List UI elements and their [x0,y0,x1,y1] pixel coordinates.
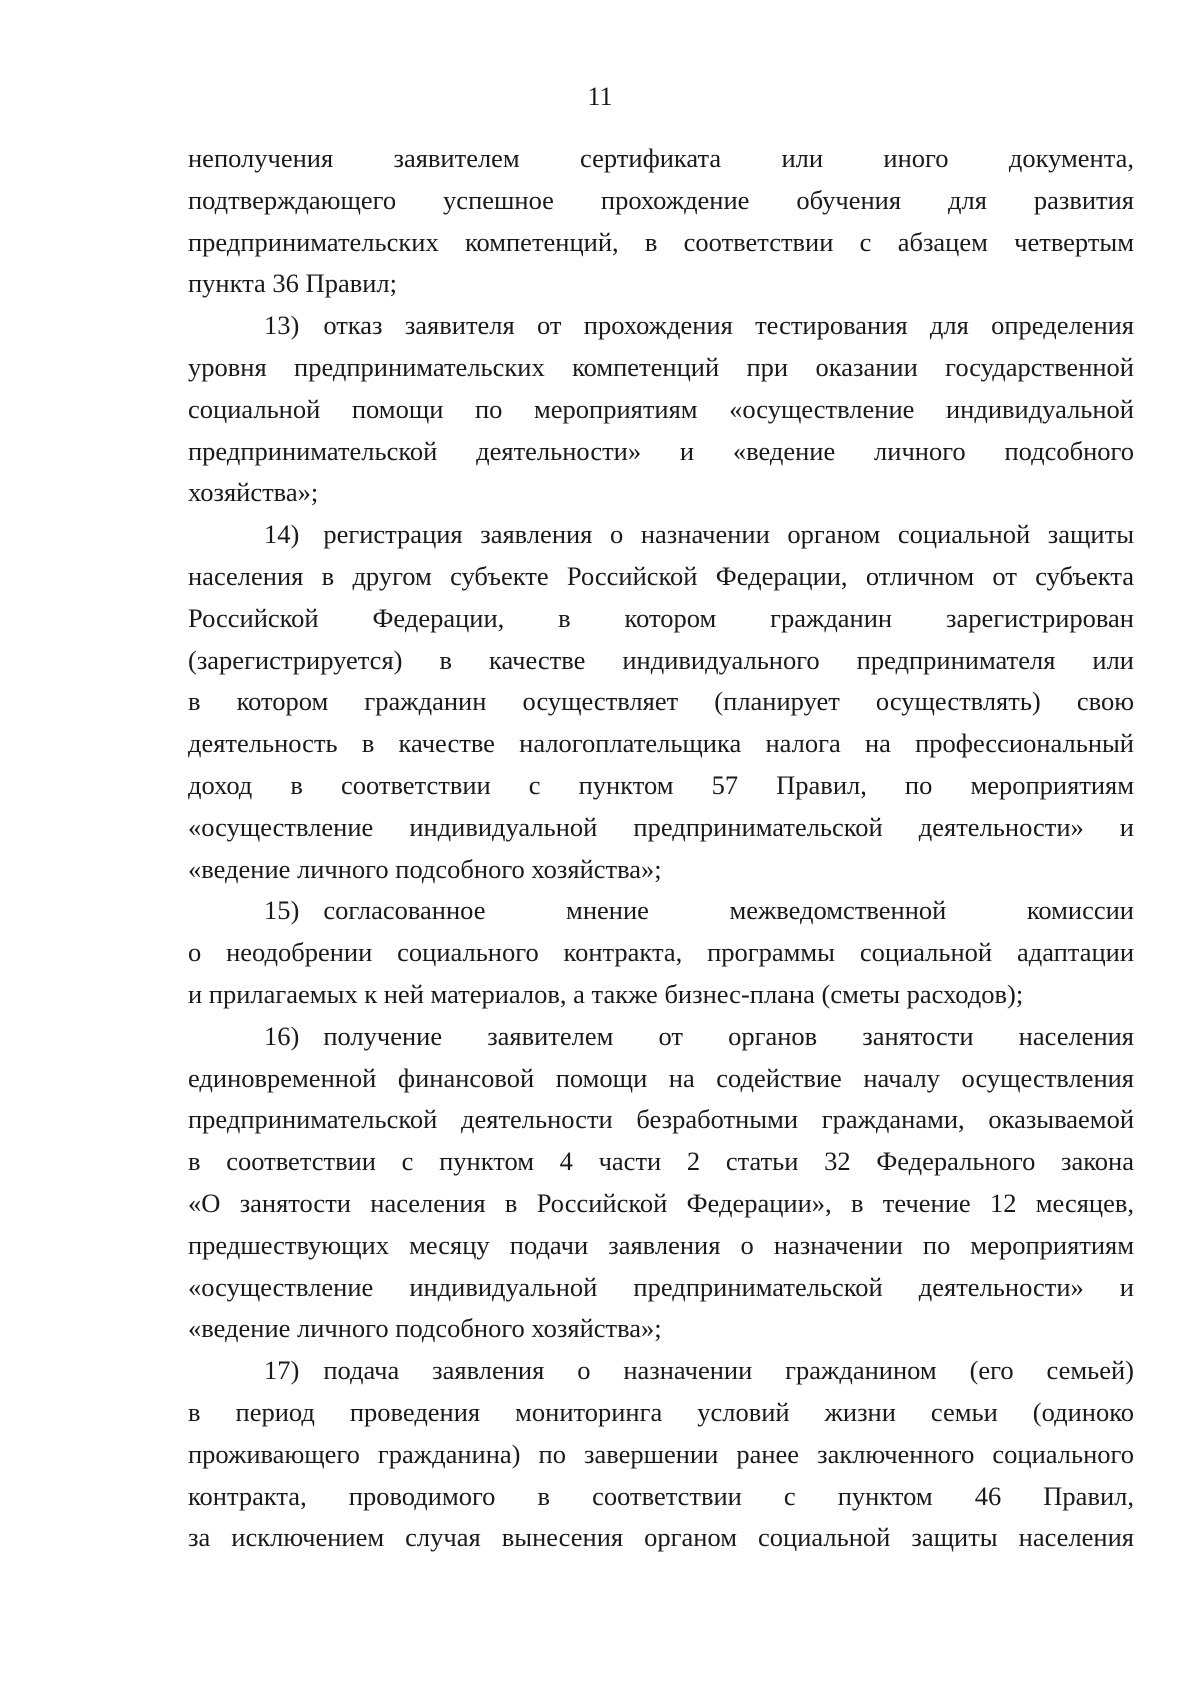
document-body [188,138,1134,1559]
text-line [188,1476,1134,1518]
text-line [188,598,1134,640]
line-text: пункта 36 Правил; [188,268,397,299]
text-line [188,222,1134,264]
text-line [188,347,1134,389]
line-text: получение заявителем от органов занятости населения [323,1020,1134,1051]
list-item-15 [188,890,1134,1015]
line-text: контракта, проводимого в соответствии с пунктом 46 Правил, [188,1480,1134,1511]
item-number: 15) [264,895,300,926]
text-line [188,723,1134,765]
line-text: доход в соответствии с пунктом 57 Правил, по мероприятиям [188,769,1134,800]
line-text: социальной помощи по мероприятиям «осуществление индивидуальной [188,393,1134,424]
text-line [188,681,1134,723]
line-text: подача заявления о назначении гражданином (его семьей) [323,1355,1134,1386]
item-number: 14) [264,519,300,550]
line-text: предпринимательской деятельности безработными гражданами, оказываемой [188,1104,1134,1135]
line-text: населения в другом субъекте Российской Федерации, отличном от субъекта [188,560,1134,591]
text-line [188,1517,1134,1559]
page-number: 11 [587,82,613,111]
text-line [188,807,1134,849]
line-text: в период проведения мониторинга условий жизни семьи (одиноко [188,1396,1134,1427]
text-line [188,974,1134,1016]
line-text: в соответствии с пунктом 4 части 2 статьи 32 Федерального закона [188,1146,1134,1177]
text-line [188,1058,1134,1100]
text-line [188,1308,1134,1350]
item-number: 13) [264,310,300,341]
text-line [188,1141,1134,1183]
text-line [188,138,1134,180]
line-text: о неодобрении социального контракта, программы социальной адаптации [188,937,1134,968]
line-text: хозяйства»; [188,477,319,508]
text-line [188,1099,1134,1141]
text-line [188,305,1134,347]
list-item-17 [188,1350,1134,1559]
line-text: единовременной финансовой помощи на содействие началу осуществления [188,1062,1134,1093]
text-line [188,514,1134,556]
list-item-14 [188,514,1134,890]
text-line [188,1392,1134,1434]
line-text: в котором гражданин осуществляет (планирует осуществлять) свою [188,686,1134,717]
line-text: предпринимательских компетенций, в соответствии с абзацем четвертым [188,226,1134,257]
text-line [188,640,1134,682]
text-line [188,932,1134,974]
line-text: согласованное мнение межведомственной комиссии [323,895,1134,926]
line-text: и прилагаемых к ней материалов, а также бизнес-плана (сметы расходов); [188,978,1024,1009]
list-item-13 [188,305,1134,514]
text-line [188,1434,1134,1476]
line-text: подтверждающего успешное прохождение обучения для развития [188,184,1134,215]
text-line [188,1350,1134,1392]
line-text: «О занятости населения в Российской Федерации», в течение 12 месяцев, [188,1187,1134,1218]
text-line [188,180,1134,222]
line-text: отказ заявителя от прохождения тестирования для определения [323,310,1134,341]
line-text: проживающего гражданина) по завершении ранее заключенного социального [188,1438,1134,1469]
list-item-16 [188,1016,1134,1350]
item-number: 17) [264,1355,300,1386]
text-line [188,431,1134,473]
text-line [188,849,1134,891]
text-line [188,890,1134,932]
line-text: «осуществление индивидуальной предпринимательской деятельности» и [188,1271,1134,1302]
text-line [188,472,1134,514]
line-text: «ведение личного подсобного хозяйства»; [188,1313,662,1344]
text-line [188,1183,1134,1225]
line-text: предшествующих месяцу подачи заявления о назначении по мероприятиям [188,1229,1134,1260]
line-text: предпринимательской деятельности» и «ведение личного подсобного [188,435,1134,466]
text-line [188,1267,1134,1309]
line-text: неполучения заявителем сертификата или иного документа, [188,143,1134,173]
text-line [188,1016,1134,1058]
text-line [188,765,1134,807]
line-text: (зарегистрируется) в качестве индивидуального предпринимателя или [188,644,1134,675]
line-text: регистрация заявления о назначении органом социальной защиты [323,519,1134,550]
line-text: деятельность в качестве налогоплательщика налога на профессиональный [188,728,1134,759]
line-text: уровня предпринимательских компетенций при оказании государственной [188,351,1134,382]
text-line [188,389,1134,431]
line-text: «ведение личного подсобного хозяйства»; [188,853,662,884]
line-text: Российской Федерации, в котором гражданин зарегистрирован [188,602,1134,633]
line-text: за исключением случая вынесения органом социальной защиты населения [188,1522,1134,1553]
text-line [188,1225,1134,1267]
item-number: 16) [264,1020,300,1051]
paragraph-continuation [188,138,1134,305]
text-line [188,556,1134,598]
line-text: «осуществление индивидуальной предпринимательской деятельности» и [188,811,1134,842]
text-line [188,263,1134,305]
